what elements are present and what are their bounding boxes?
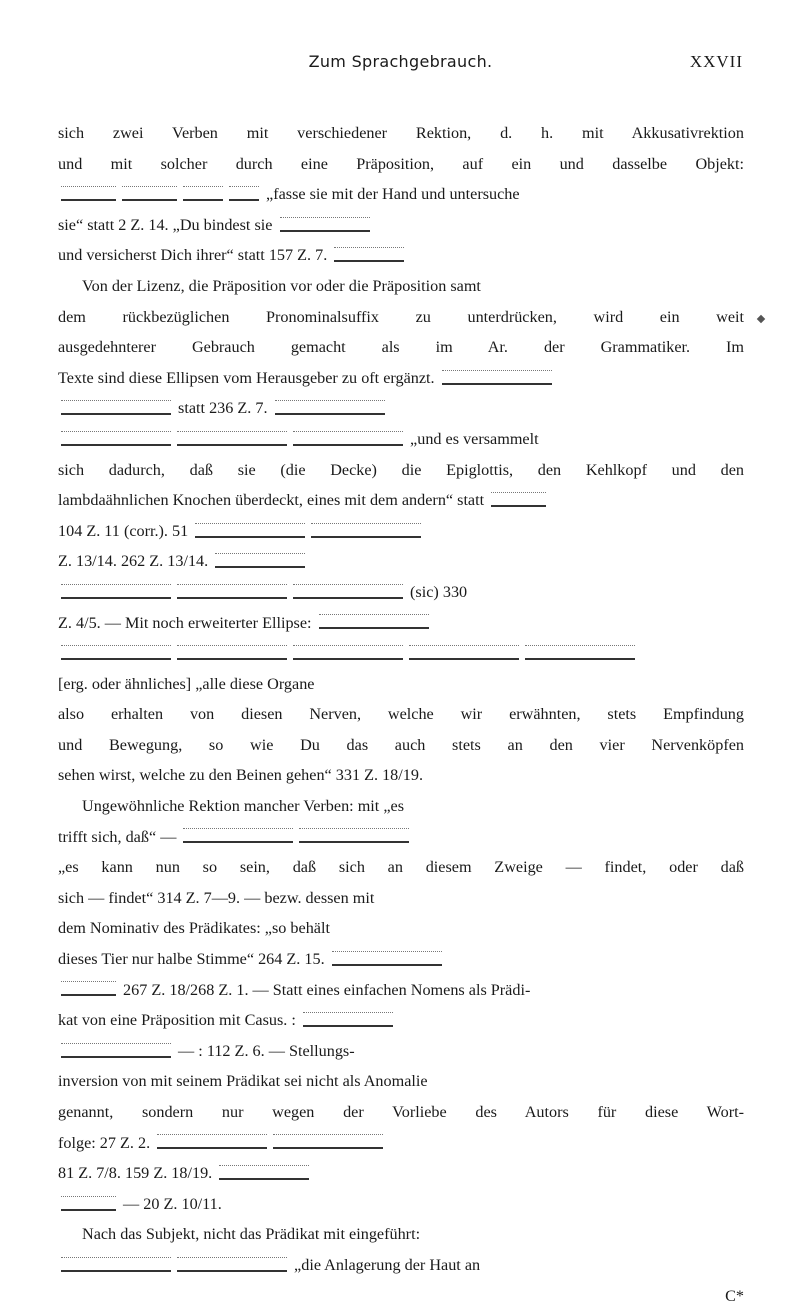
arabic-script	[122, 186, 177, 201]
text-line	[58, 149, 744, 180]
text-line	[58, 179, 744, 210]
arabic-script	[183, 828, 293, 843]
line-text: inversion von mit seinem Prädikat sei nicht als Anomalie	[58, 1072, 428, 1091]
text-line	[58, 118, 744, 149]
line-text: folge: 27 Z. 2.	[58, 1133, 151, 1152]
arabic-script	[61, 645, 171, 660]
line-text: statt 236 Z. 7.	[178, 399, 268, 418]
line-text: — 20 Z. 10/11.	[123, 1194, 222, 1213]
text-line	[58, 1128, 744, 1159]
arabic-script	[215, 553, 305, 568]
text-line	[58, 913, 744, 944]
arabic-script	[183, 186, 223, 201]
text-line	[58, 608, 744, 639]
arabic-script	[61, 1196, 116, 1211]
text-line	[58, 1005, 744, 1036]
line-text: Z. 4/5. — Mit noch erweiterter Ellipse:	[58, 613, 312, 632]
arabic-script	[273, 1134, 383, 1149]
line-text: Von der Lizenz, die Präposition vor oder die Präposition samt	[82, 276, 481, 295]
arabic-script	[409, 645, 519, 660]
arabic-script	[491, 492, 546, 507]
line-text: lambdaähnlichen Knochen überdeckt, eines mit dem andern“ statt	[58, 491, 485, 510]
line-text: C*	[725, 1286, 744, 1305]
running-title: Zum Sprachgebrauch.	[308, 52, 493, 71]
arabic-script	[61, 186, 116, 201]
line-text: Nach das Subjekt, nicht das Prädikat mit eingeführt:	[82, 1225, 421, 1244]
text-line	[58, 210, 744, 241]
line-text: trifft sich, daß“ —	[58, 827, 177, 846]
text-line	[58, 699, 744, 730]
text-line	[58, 1189, 744, 1220]
text-line	[58, 516, 744, 547]
text-line	[58, 240, 744, 271]
line-text: Z. 13/14. 262 Z. 13/14.	[58, 552, 209, 571]
text-line	[58, 485, 744, 516]
arabic-script	[61, 400, 171, 415]
arabic-script	[61, 1257, 171, 1272]
line-text: genannt, sondern nur wegen der Vorliebe des Autors für diese Wort-	[58, 1103, 744, 1121]
text-line	[58, 424, 744, 455]
text-line	[58, 332, 744, 363]
arabic-script	[61, 584, 171, 599]
line-text: sich dadurch, daß sie (die Decke) die Epiglottis, den Kehlkopf und den	[58, 460, 744, 479]
line-text: sehen wirst, welche zu den Beinen gehen“ 331 Z. 18/19.	[58, 766, 424, 785]
text-line	[58, 1066, 744, 1097]
line-text: dem Nominativ des Prädikates: „so behält	[58, 919, 330, 938]
page-number: XXVII	[689, 52, 743, 71]
line-text: [erg. oder ähnliches] „alle diese Organe	[58, 674, 315, 693]
text-line	[58, 363, 744, 394]
arabic-script	[525, 645, 635, 660]
arabic-script	[61, 981, 116, 996]
arabic-script	[299, 828, 409, 843]
text-line	[58, 883, 744, 914]
line-text: dem rückbezüglichen Pronominalsuffix zu unterdrücken, wird ein weit	[58, 307, 744, 326]
arabic-script	[61, 1043, 171, 1058]
text-line	[58, 638, 744, 669]
arabic-script	[334, 247, 404, 262]
arabic-script	[319, 614, 429, 629]
text-line	[58, 1250, 744, 1281]
arabic-script	[275, 400, 385, 415]
line-text: 267 Z. 18/268 Z. 1. — Statt eines einfachen Nomens als Prädi-	[123, 980, 531, 999]
arabic-script	[177, 431, 287, 446]
line-text: 104 Z. 11 (corr.). 51	[58, 521, 189, 540]
margin-mark	[757, 315, 765, 323]
text-line	[58, 1036, 744, 1067]
text-line	[58, 730, 744, 761]
text-line	[58, 577, 744, 608]
text-line	[58, 1097, 744, 1128]
arabic-script	[293, 431, 403, 446]
line-text: „fasse sie mit der Hand und untersuche	[266, 185, 520, 204]
arabic-script	[61, 431, 171, 446]
line-text: 81 Z. 7/8. 159 Z. 18/19.	[58, 1164, 213, 1183]
line-text: und Bewegung, so wie Du das auch stets an den vier Nervenköpfen	[58, 735, 744, 754]
text-line	[58, 455, 744, 486]
text-line	[58, 760, 744, 791]
arabic-script	[177, 1257, 287, 1272]
text-line	[58, 1219, 744, 1250]
text-line	[58, 302, 744, 333]
line-text: Ungewöhnliche Rektion mancher Verben: mit „es	[82, 797, 405, 816]
arabic-script	[293, 584, 403, 599]
line-text: „es kann nun so sein, daß sich an diesem Zweige — findet, oder daß	[58, 858, 744, 877]
line-text: „die Anlagerung der Haut an	[294, 1255, 481, 1274]
text-line	[58, 975, 744, 1006]
line-text: (sic) 330	[410, 582, 468, 601]
line-text: sie“ statt 2 Z. 14. „Du bindest sie	[58, 215, 273, 234]
page-body	[58, 118, 744, 1311]
line-text: dieses Tier nur halbe Stimme“ 264 Z. 15.	[58, 950, 325, 969]
text-line	[58, 852, 744, 883]
arabic-script	[332, 951, 442, 966]
line-text: „und es versammelt	[410, 429, 539, 448]
text-line	[58, 271, 744, 302]
line-text: ausgedehnterer Gebrauch gemacht als im Ar. der Grammatiker. Im	[58, 338, 744, 357]
text-line	[58, 669, 744, 700]
line-text: sich zwei Verben mit verschiedener Rektion, d. h. mit Akkusativrektion	[58, 124, 744, 142]
text-line	[58, 1158, 744, 1189]
line-text: und mit solcher durch eine Präposition, auf ein und dasselbe Objekt:	[58, 154, 744, 173]
arabic-script	[177, 645, 287, 660]
arabic-script	[219, 1165, 309, 1180]
line-text: und versicherst Dich ihrer“ statt 157 Z. 7.	[58, 246, 328, 265]
running-header	[58, 52, 743, 82]
line-text: — : 112 Z. 6. — Stellungs-	[178, 1041, 355, 1060]
line-text: Texte sind diese Ellipsen vom Herausgeber zu oft ergänzt.	[58, 368, 435, 387]
line-text: sich — findet“ 314 Z. 7—9. — bezw. dessen mit	[58, 888, 375, 907]
text-line	[58, 822, 744, 853]
arabic-script	[442, 370, 552, 385]
arabic-script	[303, 1012, 393, 1027]
arabic-script	[157, 1134, 267, 1149]
arabic-script	[177, 584, 287, 599]
arabic-script	[229, 186, 259, 201]
text-line	[58, 546, 744, 577]
text-line	[58, 791, 744, 822]
text-line	[58, 944, 744, 975]
arabic-script	[311, 523, 421, 538]
arabic-script	[293, 645, 403, 660]
line-text: kat von eine Präposition mit Casus. :	[58, 1011, 296, 1030]
signature-mark	[58, 1281, 744, 1311]
line-text: also erhalten von diesen Nerven, welche wir erwähnten, stets Empfindung	[58, 705, 744, 724]
text-line	[58, 393, 744, 424]
arabic-script	[280, 217, 370, 232]
arabic-script	[195, 523, 305, 538]
